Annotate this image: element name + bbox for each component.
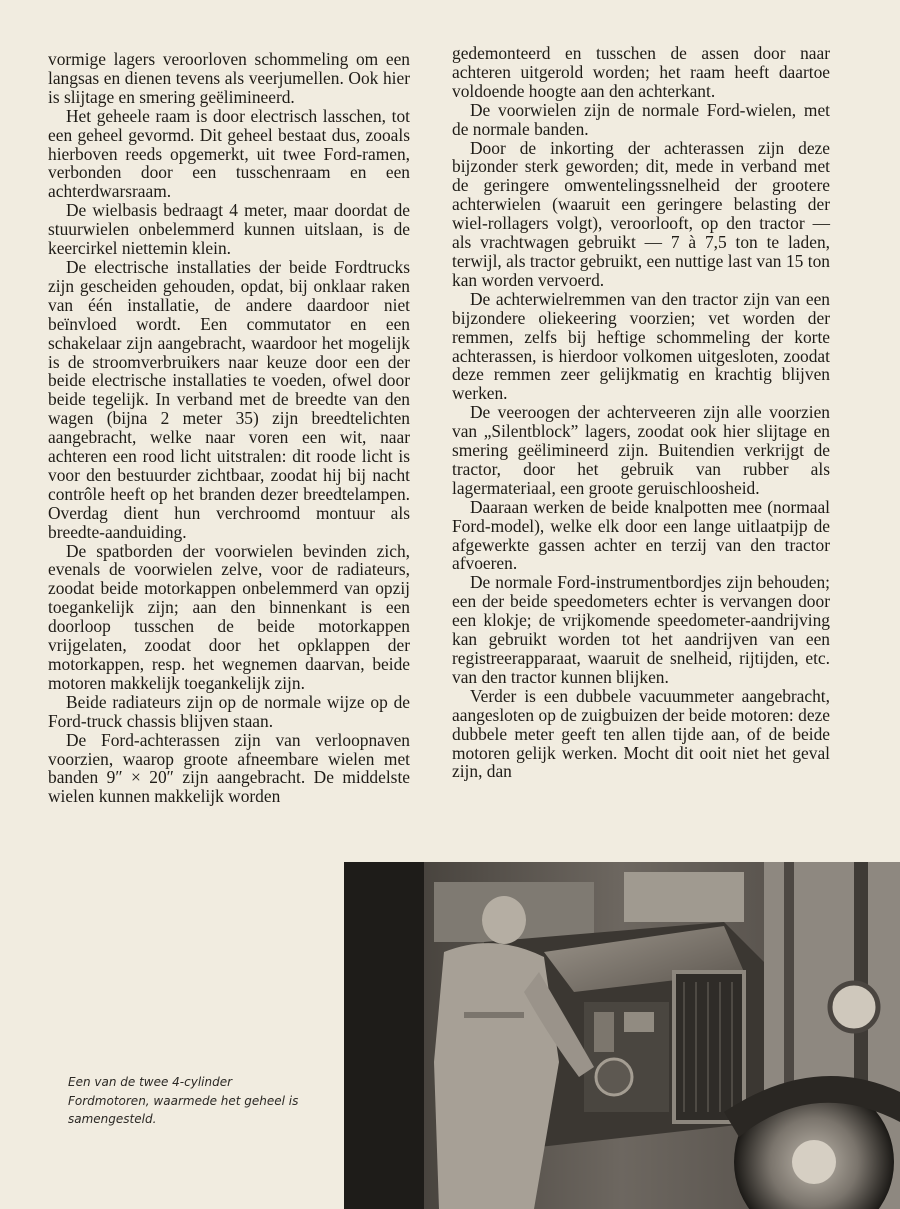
paragraph: Het geheele raam is door electrisch lasschen, tot een geheel gevormd. Dit geheel bestaat dus, zooals hierboven reeds opgemerkt, uit twee Ford-ramen, verbonden door een tusschenraam en een achterdwarsraam.	[48, 105, 410, 202]
paragraph: Door de inkorting der achterassen zijn deze bijzonder sterk geworden; dit, mede in verband met de geringere omwentelingssnelheid der grootere achterwielen (waaruit een geringere belasting der wiel-rollagers volgt), veroorlooft, op den tractor — als vrachtwagen gebruikt — 7 à 7,5 ton te laden, terwijl, als tractor gebruikt, een nuttige last van 15 ton kan worden vervoerd.	[452, 137, 830, 290]
left-text-column	[48, 50, 410, 806]
paragraph: De electrische installaties der beide Fordtrucks zijn gescheiden gehouden, opdat, bij onklaar raken van één installatie, de andere daardoor niet beïnvloed wordt. Een commutator en een schakelaar zijn aangebracht, waardoor het mogelijk is de stroomverbruikers naar keuze door een der beide electrische installaties te voeden, ofwel door beide tegelijk. In verband met de breedte van den wagen (bijna 2 meter 35) zijn breedtelichten aangebracht, welke naar voren een wit, naar achteren een rood licht uitstralen: dit roode licht is voor den bestuurder zichtbaar, zoodat hij bij nacht contrôle heeft op het branden dezer breedtelampen. Overdag dient hun verchroomd montuur als breedte-aanduiding.	[48, 256, 410, 542]
paragraph: De Ford-achterassen zijn van verloopnaven voorzien, waarop groote afneembare wielen met banden 9″ × 20″ zijn aangebracht. De middelste wielen kunnen makkelijk worden	[48, 729, 410, 807]
paragraph: Verder is een dubbele vacuummeter aangebracht, aangesloten op de zuigbuizen der beide motoren: deze dubbele meter geeft ten allen tijde aan, of de beide motoren gelijk werken. Mocht dit ooit niet het geval zijn, dan	[452, 685, 830, 782]
paragraph: Beide radiateurs zijn op de normale wijze op de Ford-truck chassis blijven staan.	[48, 691, 410, 731]
paragraph: De veeroogen der achterveeren zijn alle voorzien van „Silentblock” lagers, zoodat ook hier slijtage en smering geëlimineerd zijn. Buitendien verkrijgt de tractor, door het gebruik van rubber als lagermateriaal, een groote geruischloosheid.	[452, 402, 830, 498]
right-text-column	[452, 44, 830, 781]
paragraph: De normale Ford-instrumentbordjes zijn behouden; een der beide speedometers echter is vervangen door een klokje; de vrijkomende speedometer-aandrijving kan gebruikt worden tot het aandrijven van een registreerapparaat, waaruit de snelheid, rijtijden, etc. van den tractor kunnen blijken.	[452, 572, 830, 687]
paragraph: De spatborden der voorwielen bevinden zich, evenals de voorwielen zelve, voor de radiateurs, zoodat beide motorkappen onbelemmerd van opzij toegankelijk zijn; aan den binnenkant is een doorloop tusschen de beide motorkappen vrijgelaten, zoodat door het opklappen der motorkappen, resp. het wegnemen daarvan, beide motoren makkelijk toegankelijk zijn.	[48, 540, 410, 693]
photo-caption: Een van de twee 4-cylinder Fordmotoren, waarmede het geheel is samengesteld.	[68, 1075, 299, 1126]
paragraph: gedemonteerd en tusschen de assen door naar achteren uitgerold worden; het raam heeft daartoe voldoende hoogte aan den achterkant.	[452, 43, 830, 101]
paragraph: De wielbasis bedraagt 4 meter, maar doordat de stuurwielen onbelemmerd kunnen uitslaan, is de keercirkel niettemin klein.	[48, 200, 410, 259]
engine-photo	[344, 862, 900, 1209]
paragraph: De voorwielen zijn de normale Ford-wielen, met de normale banden.	[452, 99, 830, 139]
engine-photo-illustration	[344, 862, 900, 1209]
paragraph: vormige lagers veroorloven schommeling om een langsas en dienen tevens als veerjumellen. Ook hier is slijtage en smering geëlimineerd.	[48, 49, 410, 107]
paragraph: De achterwielremmen van den tractor zijn van een bijzondere oliekeering voorzien; vet worden der remmen, zelfs bij heftige schommeling der korte achterassen, is hierdoor volkomen uitgesloten, zoodat deze remmen zeer gelijkmatig en krachtig blijven werken.	[452, 288, 830, 404]
paragraph: Daaraan werken de beide knalpotten mee (normaal Ford-model), welke elk door een lange uitlaatpijp de afgewerkte gassen achter en terzij van den tractor afvoeren.	[452, 496, 830, 574]
